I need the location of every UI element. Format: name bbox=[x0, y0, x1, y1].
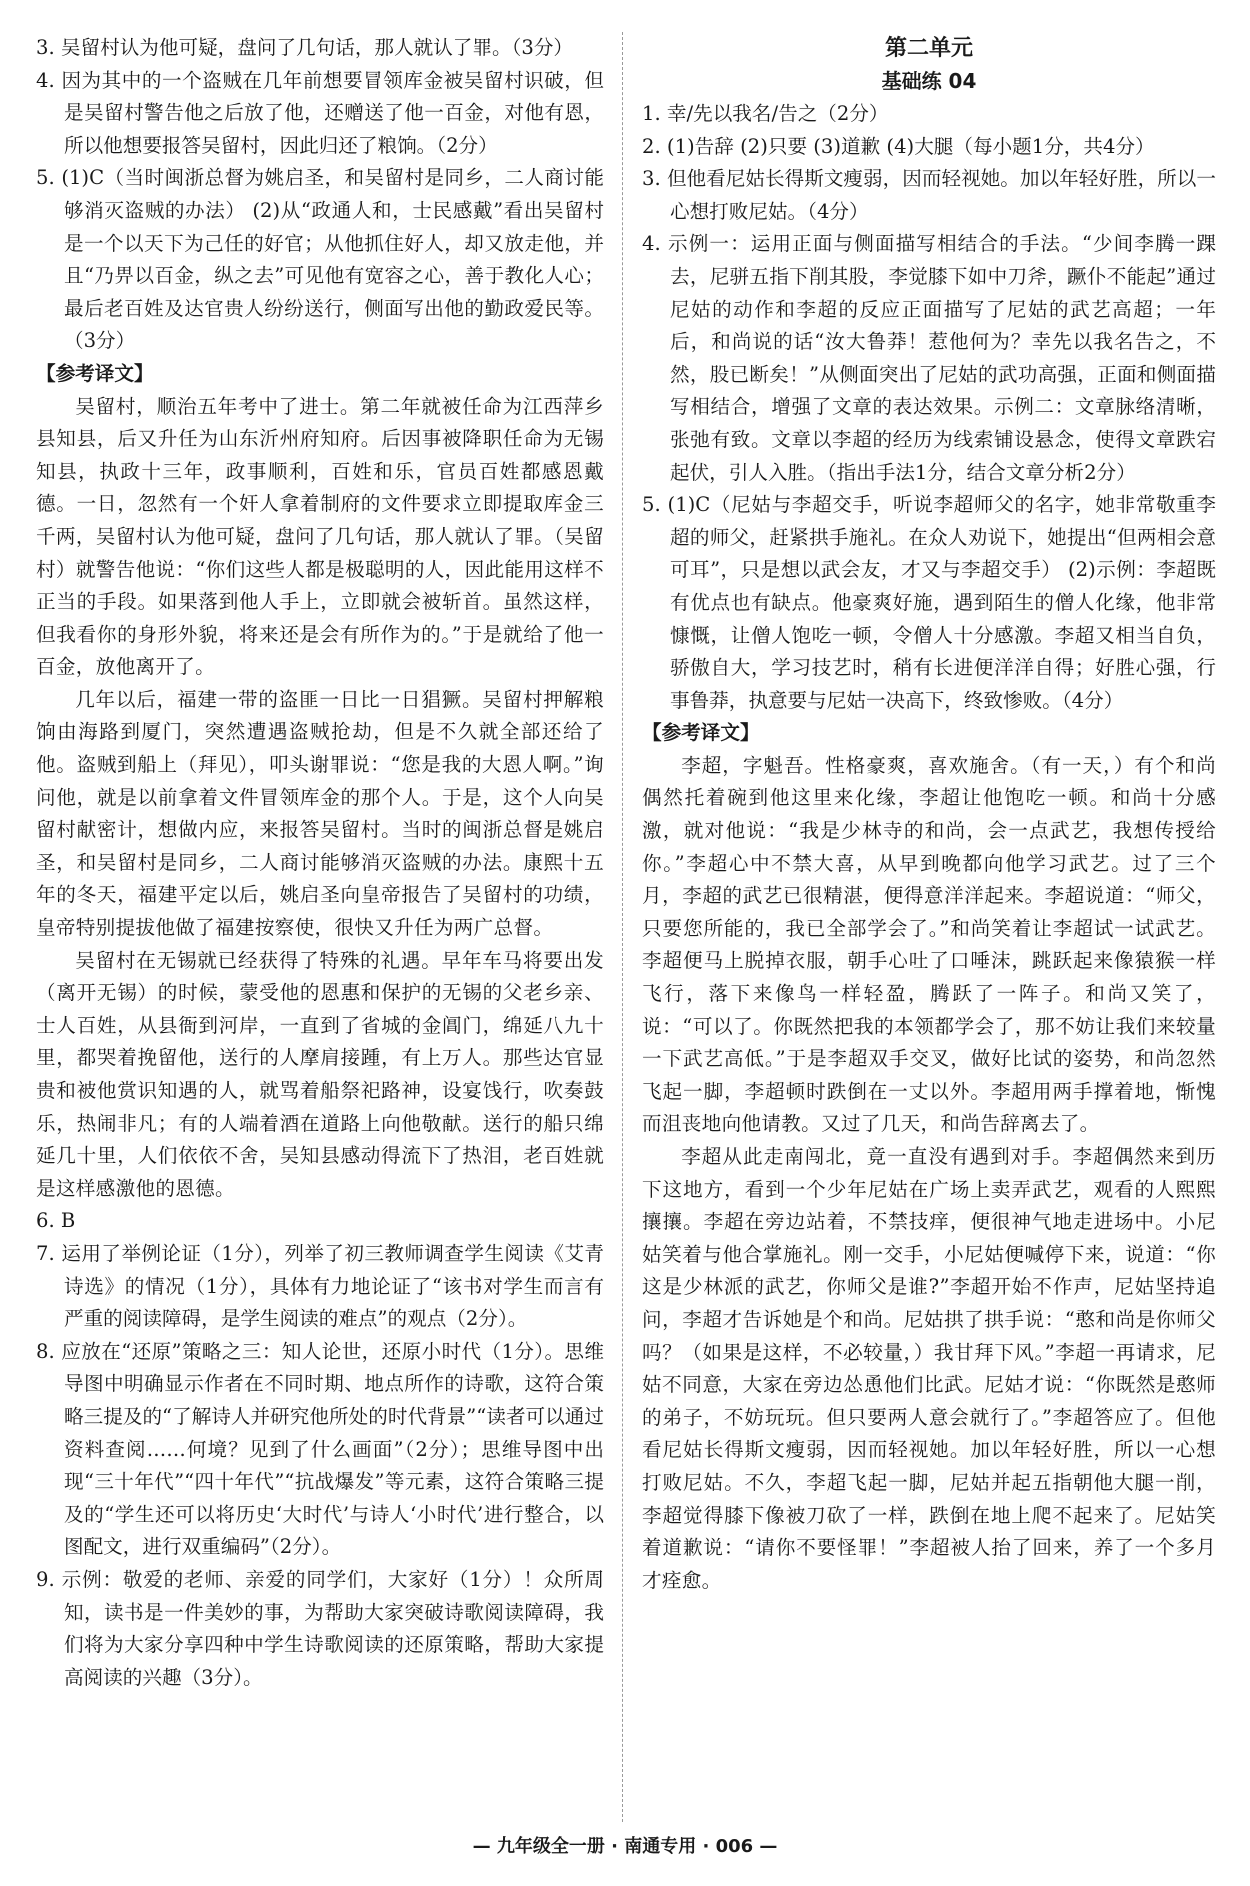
translation-paragraph: 李超从此走南闯北，竟一直没有遇到对手。李超偶然来到历下这地方，看到一个少年尼姑在广场上卖弄武艺，观看的人熙熙攘攘。李超在旁边站着，不禁技痒，便很神气地走进场中。小尼姑笑着与他合掌施礼。刚一交手，小尼姑便喊停下来，说道：“你这是少林派的武艺，你师父是谁?”李超开始不作声，尼姑坚持追问，李超才告诉她是个和尚。尼姑拱了拱手说：“憨和尚是你师父吗？（如果是这样，不必较量，）我甘拜下风。”李超一再请求，尼姑不同意，大家在旁边怂恿他们比武。尼姑才说：“你既然是憨师的弟子，不妨玩玩。但只要两人意会就行了。”李超答应了。但他看尼姑长得斯文瘦弱，因而轻视她。加以年轻好胜，所以一心想打败尼姑。不久，李超飞起一脚，尼姑并起五指朝他大腿一削，李超觉得膝下像被刀砍了一样，跌倒在地上爬不起来了。尼姑笑着道歉说：“请你不要怪罪！”李超被人抬了回来，养了一个多月才痊愈。 bbox=[642, 1145, 1216, 1592]
reference-translation-label: 【参考译文】 bbox=[36, 361, 154, 385]
answer-3: 3. 但他看尼姑长得斯文瘦弱，因而轻视她。加以年轻好胜，所以一心想打败尼姑。（4分） bbox=[642, 167, 1216, 223]
answer-5: 5. (1)C（尼姑与李超交手，听说李超师父的名字，她非常敬重李超的师父，赶紧拱手施礼。在众人劝说下，她提出“但两相会意可耳”，只是想以武会友，才又与李超交手） (2)示例：李超既有优点也有缺点。他豪爽好施，遇到陌生的僧人化缘，他非常慷慨，让僧人饱吃一顿，令僧人十分感激。李超又相当自负，骄傲自大，学习技艺时，稍有长进便洋洋自得；好胜心强，行事鲁莽，执意要与尼姑一决高下，终致惨败。（4分） bbox=[642, 493, 1216, 712]
translation-paragraph: 吴留村，顺治五年考中了进士。第二年就被任命为江西萍乡县知县，后又升任为山东沂州府知府。后因事被降职任命为无锡知县，执政十三年，政事顺利，百姓和乐，官员百姓都感恩戴德。一日，忽然有一个奸人拿着制府的文件要求立即提取库金三千两，吴留村认为他可疑，盘问了几句话，那人就认了罪。（吴留村）就警告他说：“你们这些人都是极聪明的人，因此能用这样不正当的手段。如果落到他人手上，立即就会被斩首。虽然这样，但我看你的身形外貌，将来还是会有所作为的。”于是就给了他一百金，放他离开了。 bbox=[36, 394, 604, 679]
answer-4: 4. 示例一：运用正面与侧面描写相结合的手法。“少间李腾一踝去，尼骈五指下削其股，李觉膝下如中刀斧，蹶仆不能起”通过尼姑的动作和李超的反应正面描写了尼姑的武艺高超；一年后，和尚说的话“汝大鲁莽！惹他何为？幸先以我名告之，不然，股已断矣！”从侧面突出了尼姑的武功高强，正面和侧面描写相结合，增强了文章的表达效果。示例二：文章脉络清晰，张弛有致。文章以李超的经历为线索铺设悬念，使得文章跌宕起伏，引人入胜。（指出手法1分，结合文章分析2分） bbox=[642, 232, 1216, 484]
answer-3: 3. 吴留村认为他可疑，盘问了几句话，那人就认了罪。（3分） bbox=[36, 36, 574, 59]
unit-title: 第二单元 bbox=[884, 36, 973, 61]
answer-7: 7. 运用了举例论证（1分），列举了初三教师调查学生阅读《艾青诗选》的情况（1分），具体有力地论证了“该书对学生而言有严重的阅读障碍，是学生阅读的难点”的观点（2分）。 bbox=[36, 1241, 604, 1331]
exercise-title: 基础练 04 bbox=[881, 69, 977, 93]
answer-9: 9. 示例：敬爱的老师、亲爱的同学们，大家好（1分）！众所周知，读书是一件美妙的事，为帮助大家突破诗歌阅读障碍，我们将为大家分享四种中学生诗歌阅读的还原策略，帮助大家提高阅读的兴趣（3分）。 bbox=[36, 1567, 604, 1689]
page-footer: — 九年级全一册 · 南通专用 · 006 — bbox=[472, 1836, 778, 1857]
translation-paragraph: 几年以后，福建一带的盗匪一日比一日猖獗。吴留村押解粮饷由海路到厦门，突然遭遇盗贼抢劫，但是不久就全部还给了他。盗贼到船上（拜见），叩头谢罪说：“您是我的大恩人啊。”询问他，就是以前拿着文件冒领库金的那个人。于是，这个人向吴留村献密计，想做内应，来报答吴留村。当时的闽浙总督是姚启圣，和吴留村是同乡，二人商讨能够消灭盗贼的办法。康熙十五年的冬天，福建平定以后，姚启圣向皇帝报告了吴留村的功绩，皇帝特别提拔他做了福建按察使，很快又升任为两广总督。 bbox=[36, 687, 604, 940]
column-divider bbox=[622, 32, 623, 1822]
answer-4: 4. 因为其中的一个盗贼在几年前想要冒领库金被吴留村识破，但是吴留村警告他之后放了他，还赠送了他一百金，对他有恩，所以他想要报答吴留村，因此归还了粮饷。（2分） bbox=[36, 68, 604, 157]
answer-6: 6. B bbox=[36, 1209, 76, 1233]
answer-8: 8. 应放在“还原”策略之三：知人论世，还原小时代（1分）。思维导图中明确显示作者在不同时期、地点所作的诗歌，这符合策略三提及的“了解诗人并研究他所处的时代背景”“读者可以通过资料查阅……何境？见到了什么画面”（2分）；思维导图中出现“三十年代”“四十年代”“抗战爆发”等元素，这符合策略三提及的“学生还可以将历史‘大时代’与诗人‘小时代’进行整合，以图配文，进行双重编码”（2分）。 bbox=[36, 1339, 604, 1559]
answer-2: 2. (1)告辞 (2)只要 (3)道歉 (4)大腿（每小题1分，共4分） bbox=[642, 134, 1155, 158]
right-column bbox=[642, 32, 1216, 1597]
translation-paragraph: 李超，字魁吾。性格豪爽，喜欢施舍。（有一天，）有个和尚偶然托着碗到他这里来化缘，李超让他饱吃一顿。和尚十分感激，就对他说：“我是少林寺的和尚，会一点武艺，我想传授给你。”李超心中不禁大喜，从早到晚都向他学习武艺。过了三个月，李超的武艺已很精湛，便得意洋洋起来。李超说道：“师父，只要您所能的，我已全部学会了。”和尚笑着让李超试一试武艺。李超便马上脱掉衣服，朝手心吐了口唾沫，跳跃起来像猿猴一样飞行，落下来像鸟一样轻盈，腾跃了一阵子。和尚又笑了，说：“可以了。你既然把我的本领都学会了，那不妨让我们来较量一下武艺高低。”于是李超双手交叉，做好比试的姿势，和尚忽然飞起一脚，李超顿时跌倒在一丈以外。李超用两手撑着地，惭愧而沮丧地向他请教。又过了几天，和尚告辞离去了。 bbox=[642, 753, 1216, 1136]
answer-5: 5. (1)C（当时闽浙总督为姚启圣，和吴留村是同乡，二人商讨能够消灭盗贼的办法） (2)从“政通人和，士民感戴”看出吴留村是一个以天下为己任的好官；从他抓住好人，却又放走他，并且“乃畀以百金，纵之去”可见他有宽容之心，善于教化人心；最后老百姓及达官贵人纷纷送行，侧面写出他的勤政爱民等。（3分） bbox=[36, 166, 604, 353]
reference-translation-label: 【参考译文】 bbox=[642, 721, 760, 745]
left-column bbox=[36, 32, 604, 1694]
answer-1: 1. 幸/先以我名/告之（2分） bbox=[642, 102, 889, 125]
translation-paragraph: 吴留村在无锡就已经获得了特殊的礼遇。早年车马将要出发（离开无锡）的时候，蒙受他的恩惠和保护的无锡的父老乡亲、士人百姓，从县衙到河岸，一直到了省城的金阊门，绵延八九十里，都哭着挽留他，送行的人摩肩接踵，有上万人。那些达官显贵和被他赏识知遇的人，就骂着船祭祀路神，设宴饯行，吹奏鼓乐，热闹非凡；有的人端着酒在道路上向他敬献。送行的船只绵延几十里，人们依依不舍，吴知县感动得流下了热泪，老百姓就是这样感激他的恩德。 bbox=[36, 948, 604, 1200]
